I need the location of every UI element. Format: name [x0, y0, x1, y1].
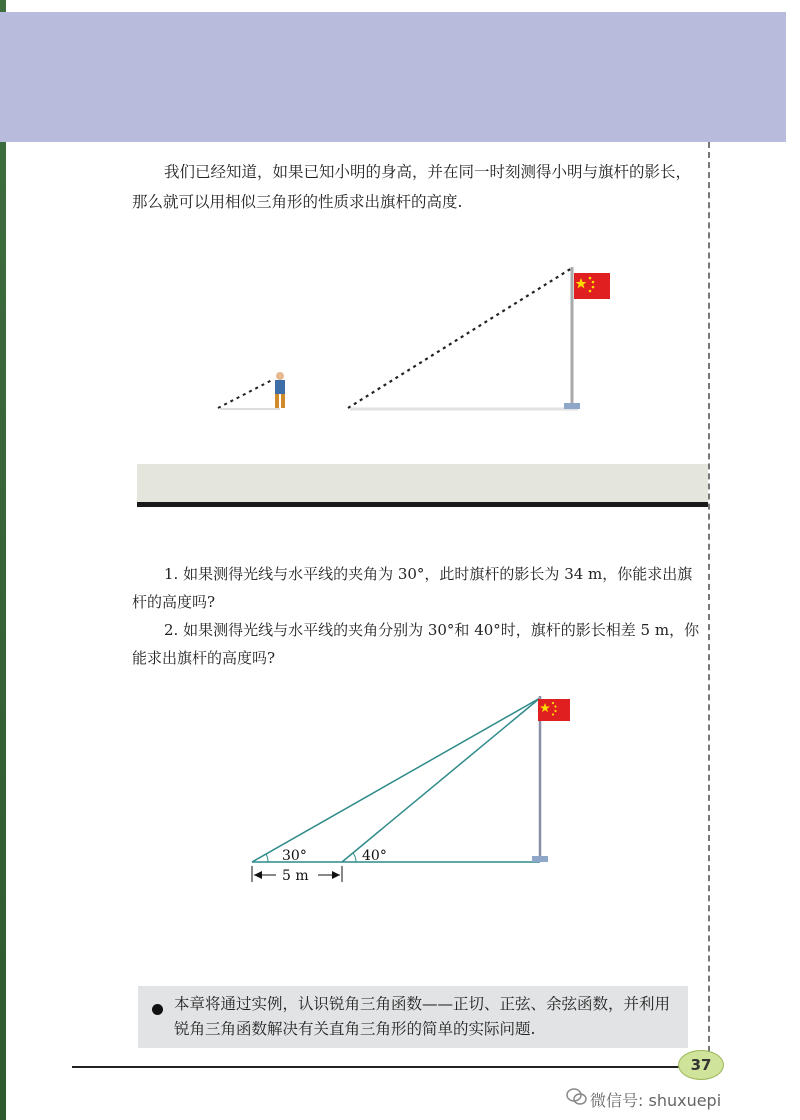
angle-arc-30: [266, 854, 268, 862]
bottom-rule: [72, 1066, 690, 1068]
left-edge-strip: [0, 0, 6, 1120]
intro-paragraph: 我们已经知道，如果已知小明的身高，并在同一时刻测得小明与旗杆的影长，那么就可以用相似三角形的性质求出旗杆的高度.: [132, 163, 692, 211]
boy-figure: [275, 372, 285, 408]
ray-40: [342, 698, 540, 862]
distance-label: 5 m: [282, 868, 309, 884]
angle-label-30: 30°: [282, 848, 307, 864]
question-2: 2. 如果测得光线与水平线的夹角分别为 30°和 40°时，旗杆的影长相差 5 m，你能求出旗杆的高度吗?: [132, 621, 700, 667]
flagpole-base-2: [532, 856, 548, 862]
flag-light-ray: [348, 268, 572, 408]
angle-arc-40: [353, 853, 356, 862]
boy-light-ray: [218, 379, 274, 408]
page-number: 37: [678, 1050, 724, 1080]
header-band: [0, 12, 786, 142]
watermark-text: 微信号: shuxuepi: [590, 1091, 722, 1110]
ray-30: [252, 698, 540, 862]
question-1: 1. 如果测得光线与水平线的夹角为 30°，此时旗杆的影长为 34 m，你能求出旗杆的高度吗?: [132, 565, 693, 611]
figure-angles: [240, 690, 590, 890]
angle-label-40: 40°: [362, 848, 387, 864]
figure-shadow-comparison: [200, 255, 620, 420]
bullet-icon: [152, 1004, 163, 1015]
page-dashed-border: [708, 142, 710, 1072]
wechat-icon: [566, 1087, 588, 1107]
flagpole-base-1: [564, 403, 580, 409]
chapter-summary-text: 本章将通过实例，认识锐角三角函数——正切、正弦、余弦函数，并利用锐角三角函数解决有关直角三角形的简单的实际问题.: [174, 995, 671, 1038]
section-divider-band: [137, 464, 708, 507]
chapter-summary-box: [138, 986, 688, 1048]
